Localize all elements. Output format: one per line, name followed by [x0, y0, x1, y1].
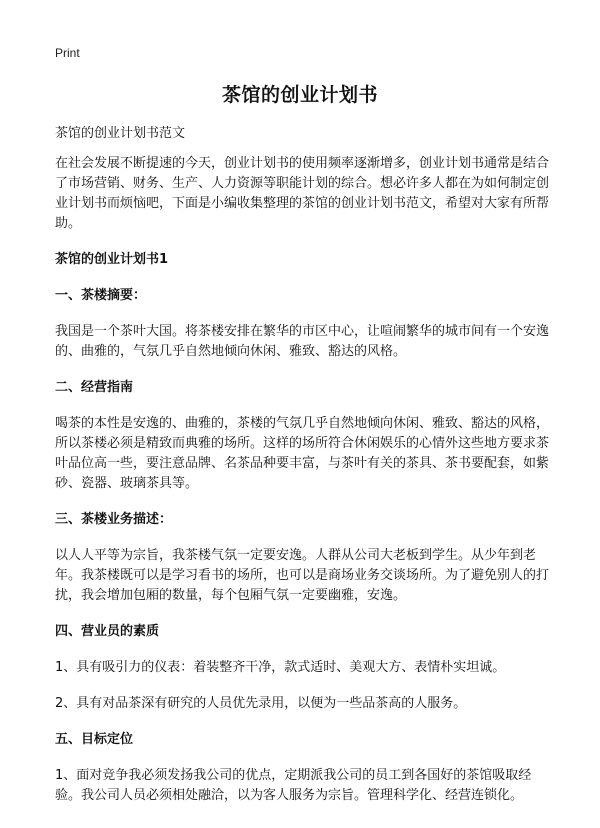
- document-body: [55, 124, 550, 822]
- document-subtitle: 茶馆的创业计划书范文: [55, 126, 186, 141]
- section-heading-guide: 二、经营指南: [55, 380, 134, 395]
- section-heading-summary: 一、茶楼摘要：: [55, 288, 147, 303]
- target-paragraph: 1、面对竞争我必须发扬我公司的优点，定期派我公司的员工到各国好的茶馆吸取经验。我公司人员必须相处融洽，以为客人服务为宗旨。管理科学化、经营连锁化。: [55, 768, 532, 803]
- staff-paragraph-2: 2、具有对品茶深有研究的人员优先录用，以便为一些品茶高的人服务。: [55, 696, 467, 711]
- section-heading-business: 三、茶楼业务描述：: [55, 512, 173, 527]
- section-heading-staff: 四、营业员的素质: [55, 624, 160, 639]
- business-paragraph: 以人人平等为宗旨，我茶楼气氛一定要安逸。人群从公司大老板到学生。从少年到老年。我茶楼既可以是学习看书的场所，也可以是商场业务交谈场所。为了避免别人的打扰，我会增加包厢的数量，每个包厢气氛一定要幽雅，安逸。: [55, 548, 550, 603]
- document-title: 茶馆的创业计划书: [221, 84, 378, 106]
- guide-paragraph: 喝茶的本性是安逸的、曲雅的，茶楼的气氛几乎自然地倾向休闲、雅致、豁达的风格，所以茶楼必须是精致而典雅的场所。这样的场所符合休闲娱乐的心情外这些地方要求茶叶品位高一些，要注意品牌、名茶品种要丰富，与茶叶有关的茶具、茶书要配套，如紫砂、瓷器、玻璃茶具等。: [55, 416, 550, 491]
- staff-paragraph-1: 1、具有吸引力的仪表：着装整齐干净，款式适时、美观大方、表情朴实坦诚。: [55, 660, 506, 675]
- intro-paragraph: 在社会发展不断提速的今天，创业计划书的使用频率逐渐增多，创业计划书通常是结合了市场营销、财务、生产、人力资源等职能计划的综合。想必许多人都在为如何制定创业计划书而烦恼吧，下面是小编收集整理的茶馆的创业计划书范文，希望对大家有所帮助。: [55, 156, 550, 231]
- print-link[interactable]: Print: [55, 46, 80, 60]
- summary-paragraph: 我国是一个茶叶大国。将茶楼安排在繁华的市区中心，让喧闹繁华的城市间有一个安逸的、曲雅的，气氛几乎自然地倾向休闲、雅致、豁达的风格。: [55, 324, 550, 359]
- section-heading-target: 五、目标定位: [55, 732, 134, 747]
- section-title: 茶馆的创业计划书1: [55, 252, 169, 267]
